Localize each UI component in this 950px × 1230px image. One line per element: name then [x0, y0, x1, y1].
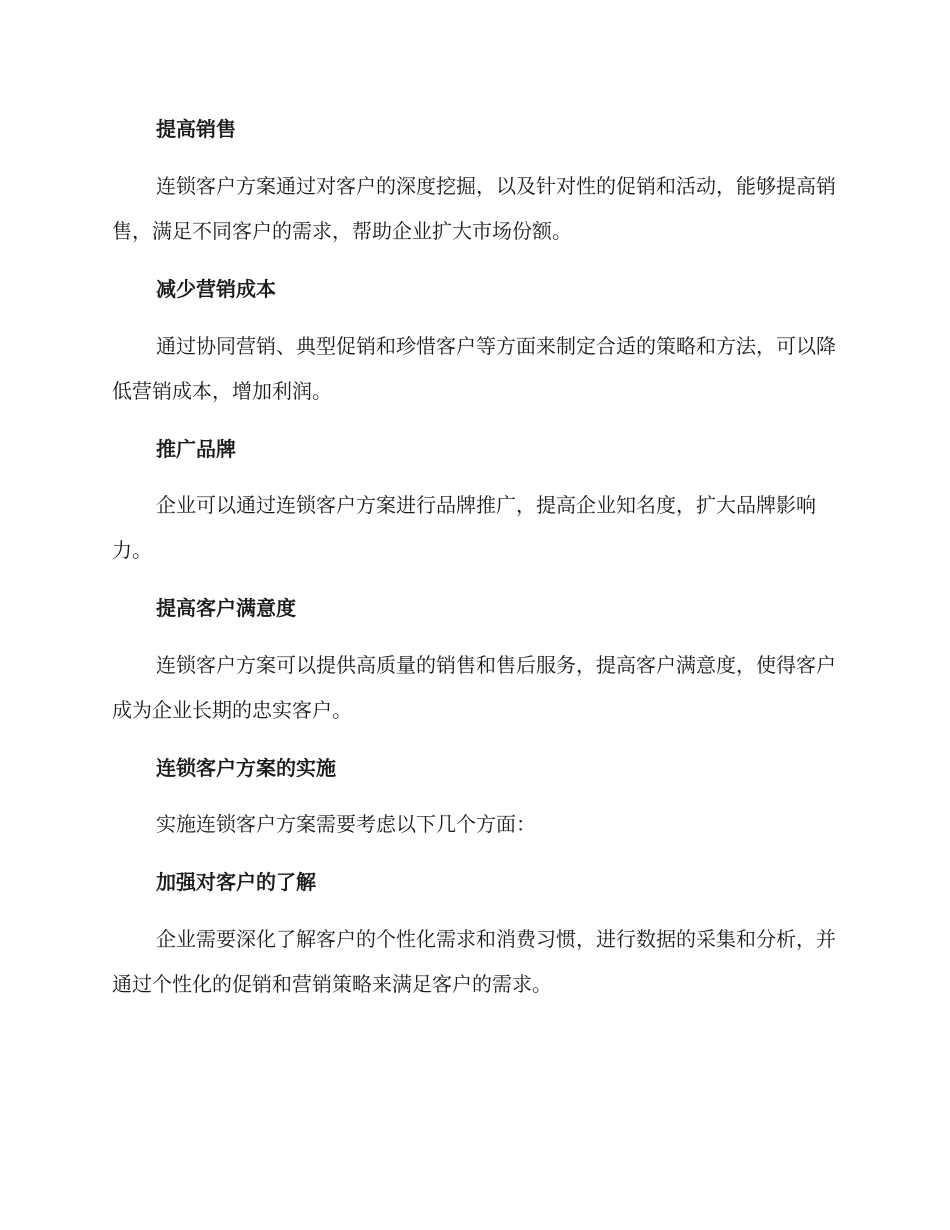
section-heading: 加强对客户的了解 [156, 870, 316, 894]
section-paragraph: 企业可以通过连锁客户方案进行品牌推广，提高企业知名度，扩大品牌影响力。 [112, 493, 816, 562]
section-heading: 提高客户满意度 [156, 596, 296, 620]
section-heading: 提高销售 [156, 117, 236, 141]
section-paragraph: 连锁客户方案可以提供高质量的销售和售后服务，提高客户满意度，使得客户成为企业长期的忠实客户。 [112, 653, 836, 722]
section-paragraph: 连锁客户方案通过对客户的深度挖掘，以及针对性的促销和活动，能够提高销售，满足不同客户的需求，帮助企业扩大市场份额。 [112, 174, 836, 243]
section-paragraph: 实施连锁客户方案需要考虑以下几个方面： [156, 812, 536, 836]
section-heading: 减少营销成本 [156, 277, 276, 301]
section-heading: 连锁客户方案的实施 [156, 756, 336, 780]
section-paragraph: 企业需要深化了解客户的个性化需求和消费习惯，进行数据的采集和分析，并通过个性化的促销和营销策略来满足客户的需求。 [112, 927, 836, 996]
section-heading: 推广品牌 [156, 437, 236, 461]
section-paragraph: 通过协同营销、典型促销和珍惜客户等方面来制定合适的策略和方法，可以降低营销成本，增加利润。 [112, 334, 836, 403]
